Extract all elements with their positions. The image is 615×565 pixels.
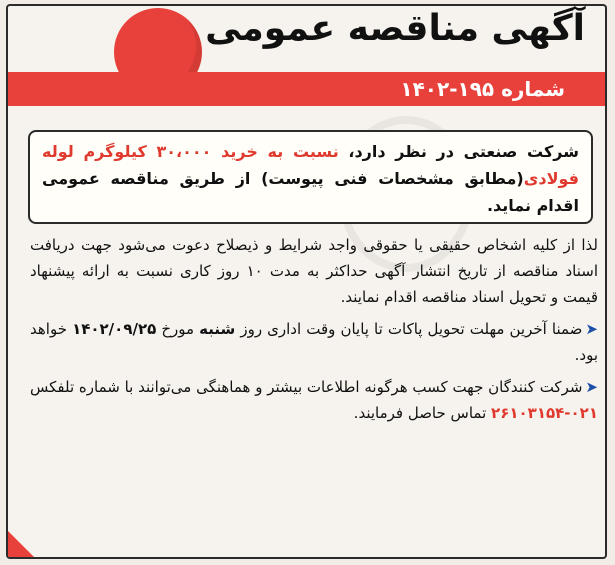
paragraph-invitation: لذا از کلیه اشخاص حقیقی یا حقوقی واجد شرایط و ذیصلاح دعوت می‌شود جهت دریافت اسناد مناقصه از تاریخ انتشار آگهی حداکثر به مدت ۱۰ روز کاری نسبت به ارائه پیشنهاد قیمت و تحویل اسناد مناقصه اقدام نمایند. [30,236,599,306]
deadline-day: شنبه [199,320,236,338]
corner-decoration [8,531,34,557]
lead-highlight: نسبت به خرید ۳۰،۰۰۰ کیلوگرم لوله فولادی [42,142,579,188]
lead-box [28,130,593,224]
lead-text: شرکت صنعتی در نظر دارد، [338,142,579,161]
lead-text-end: (مطابق مشخصات فنی پیوست) از طریق مناقصه عمومی اقدام نماید. [42,169,579,215]
tender-number: شماره ۱۹۵-۱۴۰۲ [400,77,565,101]
number-band [8,72,605,106]
ad-title: آگهی مناقصه عمومی [205,8,585,49]
arrow-bullet-icon: ➤ [585,320,598,338]
ad-frame [6,4,607,559]
header [8,6,605,74]
body-text [30,232,598,432]
paragraph-deadline: ➤ضمنا آخرین مهلت تحویل پاکات تا پایان وقت اداری روز شنبه مورخ ۱۴۰۲/۰۹/۲۵ خواهد بود. [30,320,598,364]
phone-number: ۰۲۱-۲۶۱۰۳۱۵۴ [491,404,598,422]
deadline-date: ۱۴۰۲/۰۹/۲۵ [72,320,157,338]
arrow-bullet-icon: ➤ [585,378,598,396]
paragraph-contact: ➤شرکت کنندگان جهت کسب هرگونه اطلاعات بیشتر و هماهنگی می‌توانند با شماره تلفکس ۰۲۱-۲۶۱۰۳۱۵۴ تماس حاصل فرمایند. [30,378,598,422]
